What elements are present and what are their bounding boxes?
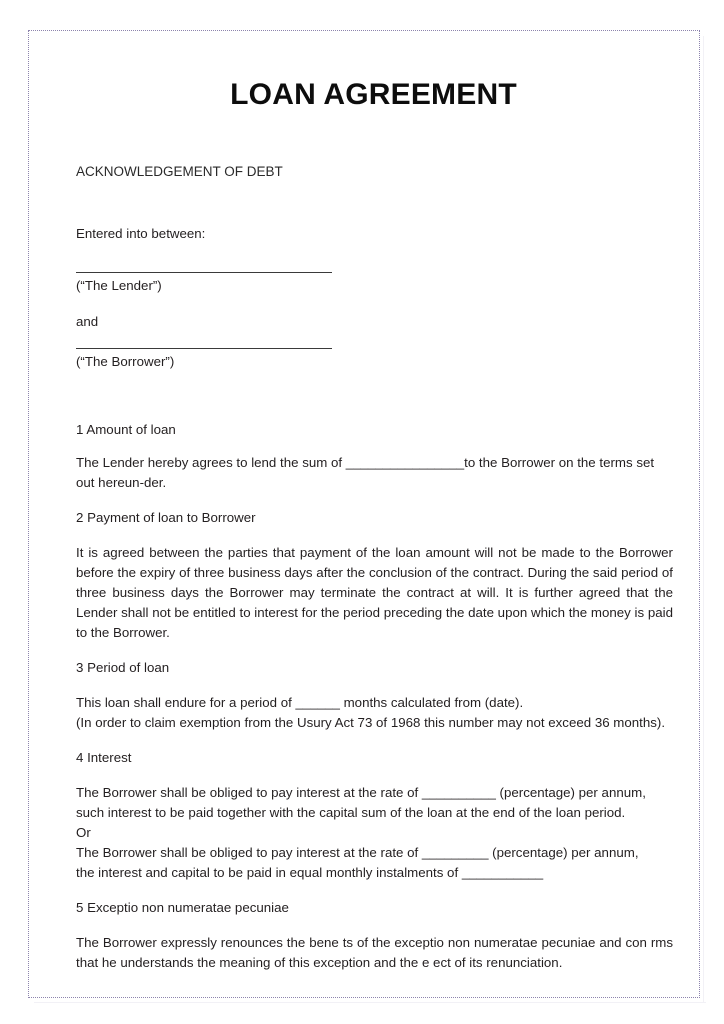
spacer bbox=[76, 528, 673, 543]
section-2-body: It is agreed between the parties that payment of the loan amount will not be made to the Borrower before the expiry of three business days after the conclusion of the contract. During the said period of three business days the Borrower may terminate the contract at will. It is further agreed that the Lender shall not be entitled to interest for the period preceding the date upon which the money is paid to the Borrower. bbox=[76, 545, 673, 640]
lender-label: (“The Lender”) bbox=[76, 278, 162, 293]
section-5-body: The Borrower expressly renounces the bene ts of the exceptio non numeratae pecuniae and con rms that he understands the meaning of this exception and the e ect of its renunciation. bbox=[76, 935, 673, 970]
spacer bbox=[76, 372, 673, 420]
parties-conjunction: and bbox=[76, 314, 99, 329]
page-frame-shadow-right bbox=[703, 36, 704, 1002]
section-4-body-line-3: Or bbox=[76, 825, 91, 840]
spacer bbox=[76, 244, 673, 272]
section-2-heading: 2 Payment of loan to Borrower bbox=[76, 510, 256, 525]
section-1-heading: 1 Amount of loan bbox=[76, 422, 176, 437]
section-4-body-line-2: such interest to be paid together with the capital sum of the loan at the end of the loan period. bbox=[76, 805, 626, 820]
section-3-body-line-2: (In order to claim exemption from the Usury Act 73 of 1968 this number may not exceed 36 months). bbox=[76, 715, 666, 730]
section-4-body-line-5: the interest and capital to be paid in equal monthly instalments of ___________ bbox=[76, 865, 544, 880]
page-frame-shadow-bottom bbox=[34, 1002, 706, 1003]
spacer bbox=[76, 179, 673, 224]
document-content bbox=[76, 30, 673, 973]
section-1-body: The Lender hereby agrees to lend the sum of ________________to the Borrower on the terms set out hereun-der. bbox=[76, 455, 655, 490]
section-3-body-line-1: This loan shall endure for a period of ______ months calculated from (date). bbox=[76, 695, 524, 710]
spacer bbox=[76, 643, 673, 658]
spacer bbox=[76, 493, 673, 508]
intro-text: Entered into between: bbox=[76, 226, 206, 241]
spacer bbox=[76, 440, 673, 453]
spacer bbox=[76, 733, 673, 748]
borrower-label: (“The Borrower”) bbox=[76, 354, 175, 369]
section-3-heading: 3 Period of loan bbox=[76, 660, 170, 675]
spacer bbox=[76, 883, 673, 898]
spacer bbox=[76, 918, 673, 933]
spacer bbox=[76, 678, 673, 693]
section-5-heading: 5 Exceptio non numeratae pecuniae bbox=[76, 900, 289, 915]
page-title: LOAN AGREEMENT bbox=[230, 78, 517, 111]
section-4-heading: 4 Interest bbox=[76, 750, 132, 765]
document-subtitle: ACKNOWLEDGEMENT OF DEBT bbox=[76, 164, 283, 179]
spacer bbox=[76, 768, 673, 783]
section-4-body-line-1: The Borrower shall be obliged to pay interest at the rate of __________ (percentage) per annum, bbox=[76, 785, 646, 800]
section-4-body-line-4: The Borrower shall be obliged to pay interest at the rate of _________ (percentage) per annum, bbox=[76, 845, 639, 860]
